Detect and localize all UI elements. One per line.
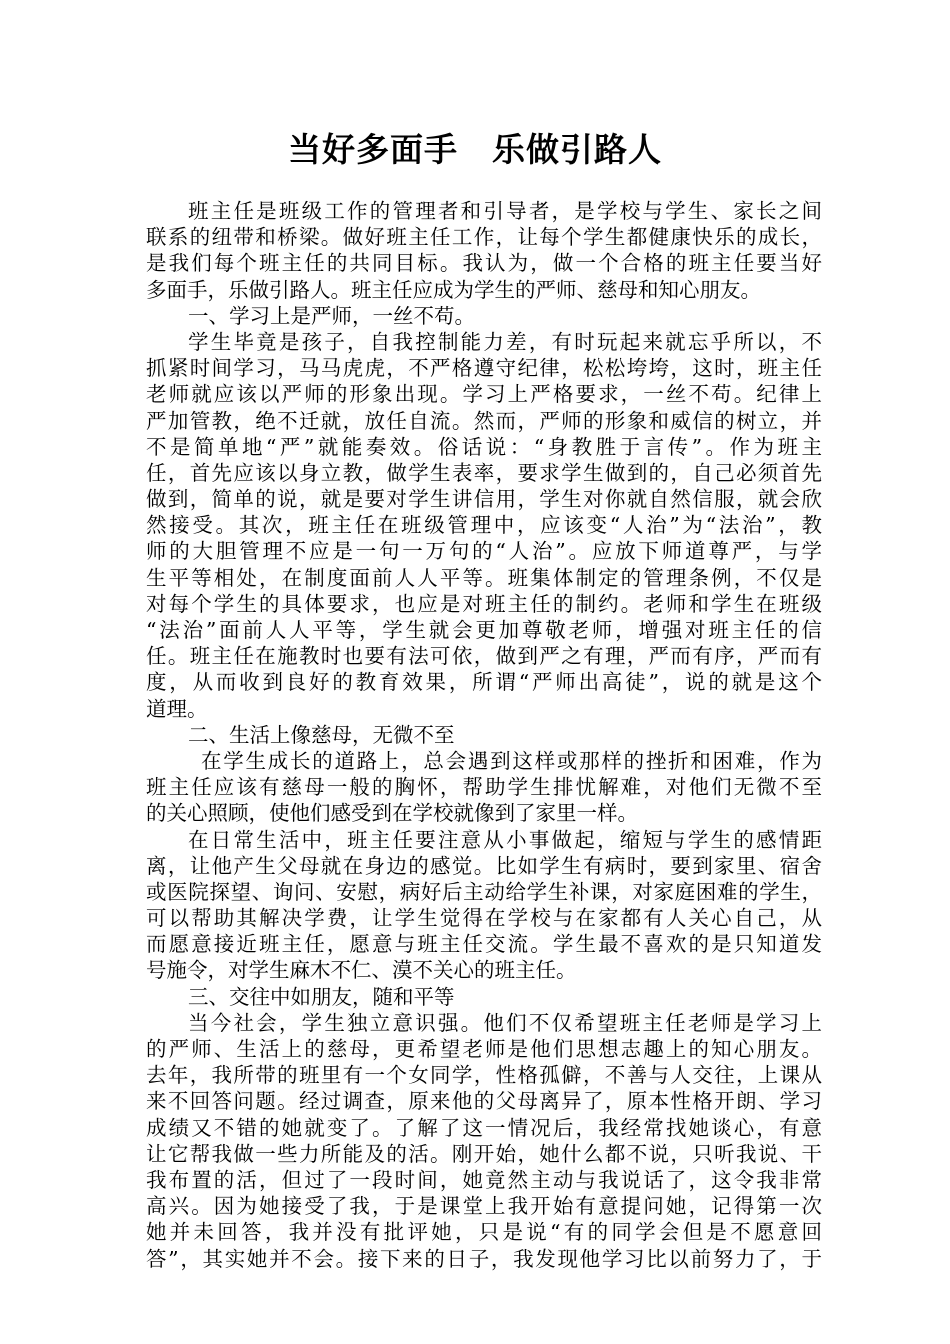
text-line: 度，从而收到良好的教育效果，所谓“严师出高徒”，说的就是这个 — [146, 670, 822, 695]
text-line: 号施令，对学生麻木不仁、漠不关心的班主任。 — [146, 958, 577, 983]
document-title: 当好多面手 乐做引路人 — [288, 130, 662, 169]
text-line: 生平等相处，在制度面前人人平等。班集体制定的管理条例，不仅是 — [146, 565, 822, 590]
text-line: 或医院探望、询问、安慰，病好后主动给学生补课，对家庭困难的学生， — [146, 879, 822, 904]
text-line: 答”，其实她并不会。接下来的日子，我发现他学习比以前努力了，于 — [146, 1246, 822, 1271]
text-line: 然接受。其次，班主任在班级管理中，应该变“人治”为“法治”，教 — [146, 513, 822, 538]
text-line: 可以帮助其解决学费，让学生觉得在学校与在家都有人关心自己，从 — [146, 906, 822, 931]
text-line: 师的大胆管理不应是一句一万句的“人治”。应放下师道尊严，与学 — [146, 539, 822, 564]
text-line: 而愿意接近班主任，愿意与班主任交流。学生最不喜欢的是只知道发 — [146, 932, 822, 957]
text-line: 三、交往中如朋友，随和平等 — [188, 984, 455, 1009]
text-line: 离，让他产生父母就在身边的感觉。比如学生有病时，要到家里、宿舍 — [146, 853, 822, 878]
text-line: 班主任应该有慈母一般的胸怀，帮助学生排忧解难，对他们无微不至 — [146, 775, 822, 800]
text-line: 让它帮我做一些力所能及的活。刚开始，她什么都不说，只听我说、干 — [146, 1141, 822, 1166]
text-line: 道理。 — [146, 696, 208, 721]
text-line: 在日常生活中，班主任要注意从小事做起，缩短与学生的感情距 — [188, 827, 822, 852]
text-line: 严加管教，绝不迁就，放任自流。然而，严师的形象和威信的树立，并 — [146, 408, 822, 433]
text-line: 任，首先应该以身立教，做学生表率，要求学生做到的，自己必须首先 — [146, 460, 822, 485]
text-line: 的关心照顾，使他们感受到在学校就像到了家里一样。 — [146, 801, 638, 826]
text-line: 学生毕竟是孩子，自我控制能力差，有时玩起来就忘乎所以，不 — [188, 329, 822, 354]
text-line: 成绩又不错的她就变了。了解了这一情况后，我经常找她谈心，有意 — [146, 1115, 822, 1140]
text-line: 对每个学生的具体要求，也应是对班主任的制约。老师和学生在班级 — [146, 591, 822, 616]
text-line: 不是简单地“严”就能奏效。俗话说：“身教胜于言传”。作为班主 — [146, 434, 822, 459]
document-body — [146, 198, 822, 1272]
text-line: 她并未回答，我并没有批评她，只是说“有的同学会但是不愿意回 — [146, 1220, 822, 1245]
text-line: 高兴。因为她接受了我，于是课堂上我开始有意提问她，记得第一次 — [146, 1194, 822, 1219]
text-line: 做到，简单的说，就是要对学生讲信用，学生对你就自然信服，就会欣 — [146, 487, 822, 512]
text-line: 二、生活上像慈母，无微不至 — [188, 722, 455, 747]
text-line: 班主任是班级工作的管理者和引导者，是学校与学生、家长之间 — [188, 199, 822, 223]
text-line: 当今社会，学生独立意识强。他们不仅希望班主任老师是学习上 — [188, 1010, 822, 1035]
text-line: 抓紧时间学习，马马虎虎，不严格遵守纪律，松松垮垮，这时，班主任 — [146, 356, 822, 381]
text-line: 一、学习上是严师，一丝不苟。 — [188, 303, 475, 328]
text-line: “法治”面前人人平等，学生就会更加尊敬老师，增强对班主任的信 — [146, 618, 822, 642]
text-line: 去年，我所带的班里有一个女同学，性格孤僻，不善与人交往，上课从 — [146, 1063, 822, 1088]
text-line: 任。班主任在施教时也要有法可依，做到严之有理，严而有序，严而有 — [146, 644, 822, 669]
text-line: 是我们每个班主任的共同目标。我认为，做一个合格的班主任要当好 — [146, 251, 822, 276]
text-line: 的严师、生活上的慈母，更希望老师是他们思想志趣上的知心朋友。 — [146, 1037, 822, 1061]
text-line: 来不回答问题。经过调查，原来他的父母离异了，原本性格开朗、学习 — [146, 1089, 822, 1114]
text-line: 我布置的活，但过了一段时间，她竟然主动与我说话了，这令我非常 — [146, 1167, 822, 1192]
text-line: 多面手，乐做引路人。班主任应成为学生的严师、慈母和知心朋友。 — [146, 277, 761, 302]
text-line: 在学生成长的道路上，总会遇到这样或那样的挫折和困难，作为 — [201, 748, 822, 773]
text-line: 老师就应该以严师的形象出现。学习上严格要求，一丝不苟。纪律上 — [146, 382, 822, 407]
text-line: 联系的纽带和桥梁。做好班主任工作，让每个学生都健康快乐的成长， — [146, 225, 822, 250]
